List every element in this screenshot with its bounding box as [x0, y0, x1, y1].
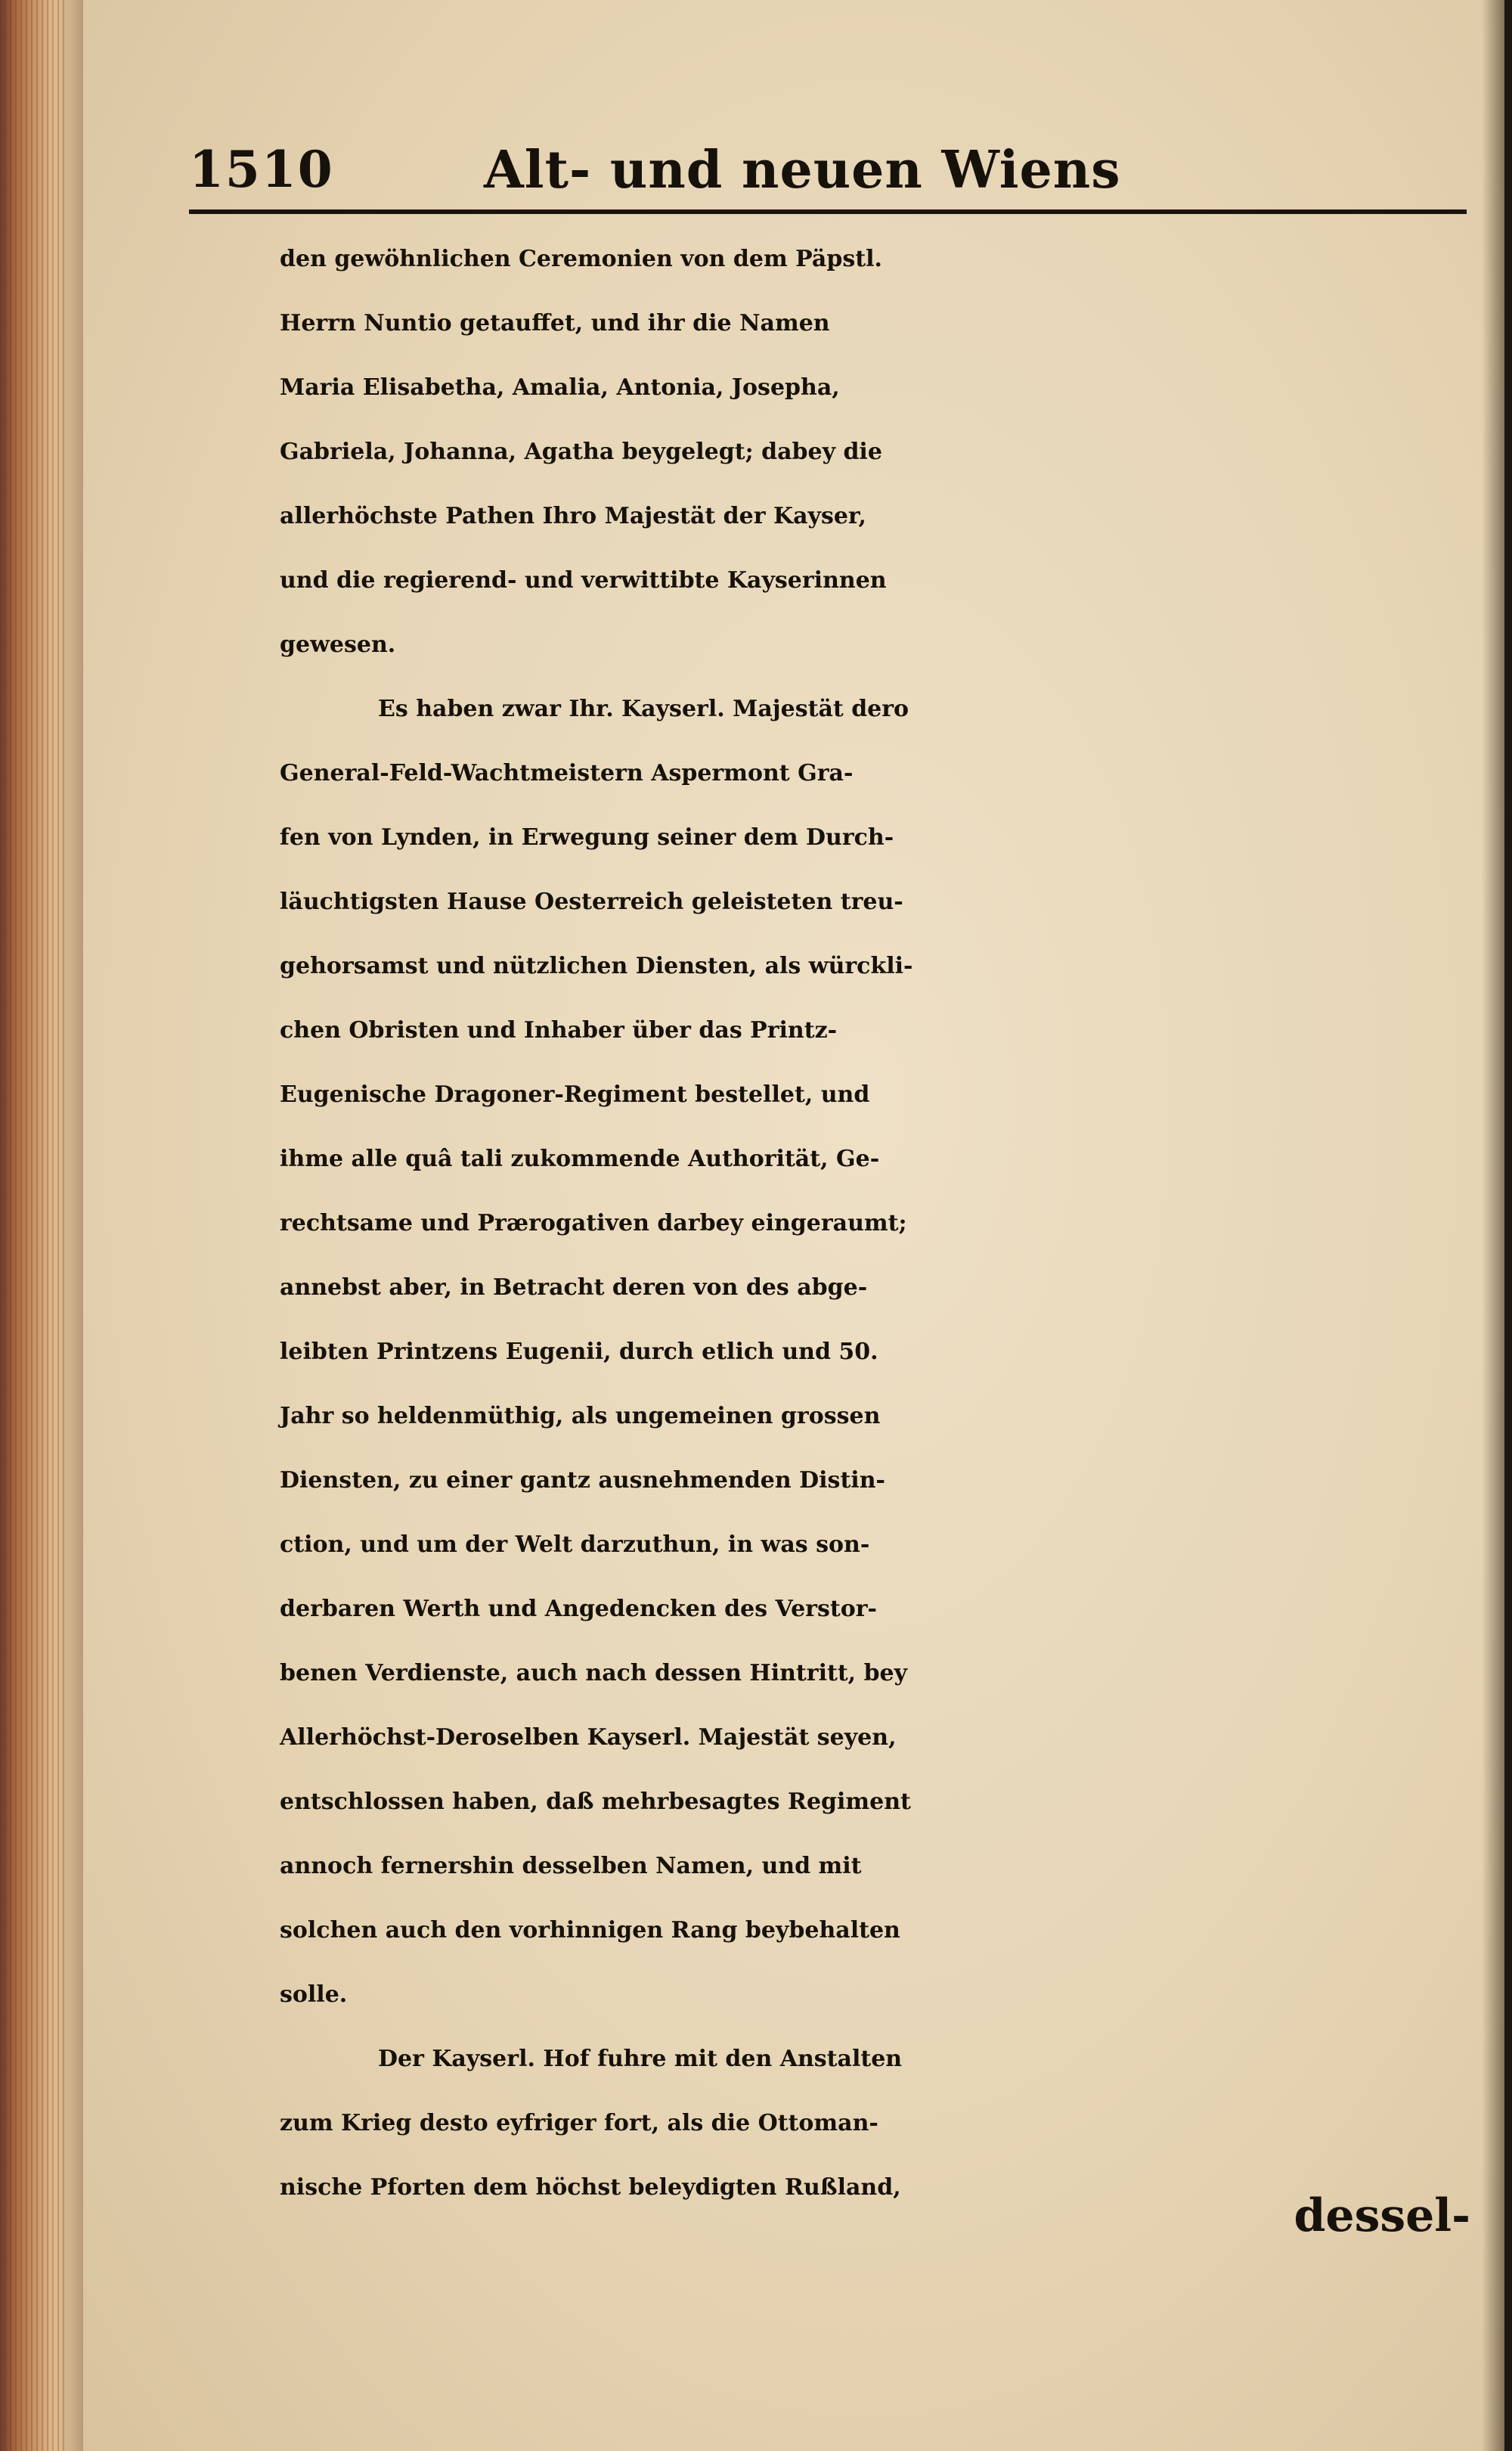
page-number: 1510 — [189, 140, 334, 199]
text-line: General-Feld-Wachtmeistern Aspermont Gra- — [280, 760, 854, 786]
text-line: Gabriela, Johanna, Agatha beygelegt; dabey die — [280, 439, 882, 465]
page-header — [189, 140, 1474, 216]
paragraph-start-line: Der Kayserl. Hof fuhre mit den Anstalten — [378, 2046, 903, 2072]
text-line: Maria Elisabetha, Amalia, Antonia, Josepha, — [280, 374, 840, 401]
text-line: derbaren Werth und Angedencken des Verstor- — [280, 1596, 877, 1622]
text-line: ihme alle quâ tali zukommende Authorität, Ge- — [280, 1146, 880, 1172]
running-head: Alt- und neuen Wiens — [484, 140, 1121, 200]
text-line: Allerhöchst-Deroselben Kayserl. Majestät seyen, — [280, 1724, 897, 1751]
text-line: annoch fernershin desselben Namen, und mit — [280, 1853, 862, 1879]
text-line: zum Krieg desto eyfriger fort, als die Ottoman- — [280, 2110, 878, 2136]
text-line: solchen auch den vorhinnigen Rang beybehalten — [280, 1917, 900, 1944]
text-line: Jahr so heldenmüthig, als ungemeinen grossen — [280, 1403, 881, 1429]
text-line: Herrn Nuntio getauffet, und ihr die Namen — [280, 310, 830, 337]
page-edges — [5, 0, 65, 2451]
text-line: nische Pforten dem höchst beleydigten Rußland, — [280, 2174, 901, 2201]
text-line: allerhöchste Pathen Ihro Majestät der Kayser, — [280, 503, 866, 529]
text-line: läuchtigsten Hause Oesterreich geleisteten treu- — [280, 889, 903, 915]
text-line: gewesen. — [280, 631, 396, 658]
text-line: leibten Printzens Eugenii, durch etlich und 50. — [280, 1339, 878, 1365]
text-line: und die regierend- und verwittibte Kayserinnen — [280, 567, 887, 594]
text-line: rechtsame und Prærogativen darbey eingeraumt; — [280, 1210, 907, 1236]
page-gutter-shadow — [1482, 0, 1504, 2451]
text-line: annebst aber, in Betracht deren von des abge- — [280, 1274, 868, 1301]
text-line: benen Verdienste, auch nach dessen Hintritt, bey — [280, 1660, 908, 1686]
text-line: chen Obristen und Inhaber über das Printz- — [280, 1017, 838, 1044]
text-line: fen von Lynden, in Erwegung seiner dem Durch- — [280, 824, 894, 851]
text-line: den gewöhnlichen Ceremonien von dem Päpstl. — [280, 246, 882, 272]
catchword: dessel- — [1294, 2189, 1470, 2242]
text-line: Eugenische Dragoner-Regiment bestellet, und — [280, 1081, 870, 1108]
book-edge — [0, 0, 83, 2451]
body-text — [280, 227, 1474, 2220]
text-line: solle. — [280, 1981, 348, 2008]
text-line: entschlossen haben, daß mehrbesagtes Regiment — [280, 1789, 911, 1815]
text-line: gehorsamst und nützlichen Diensten, als würckli- — [280, 953, 913, 979]
header-rule — [189, 209, 1467, 214]
text-line: Diensten, zu einer gantz ausnehmenden Distin- — [280, 1467, 885, 1494]
paragraph-start-line: Es haben zwar Ihr. Kayserl. Majestät dero — [378, 696, 909, 722]
text-line: ction, und um der Welt darzuthun, in was son- — [280, 1531, 870, 1558]
